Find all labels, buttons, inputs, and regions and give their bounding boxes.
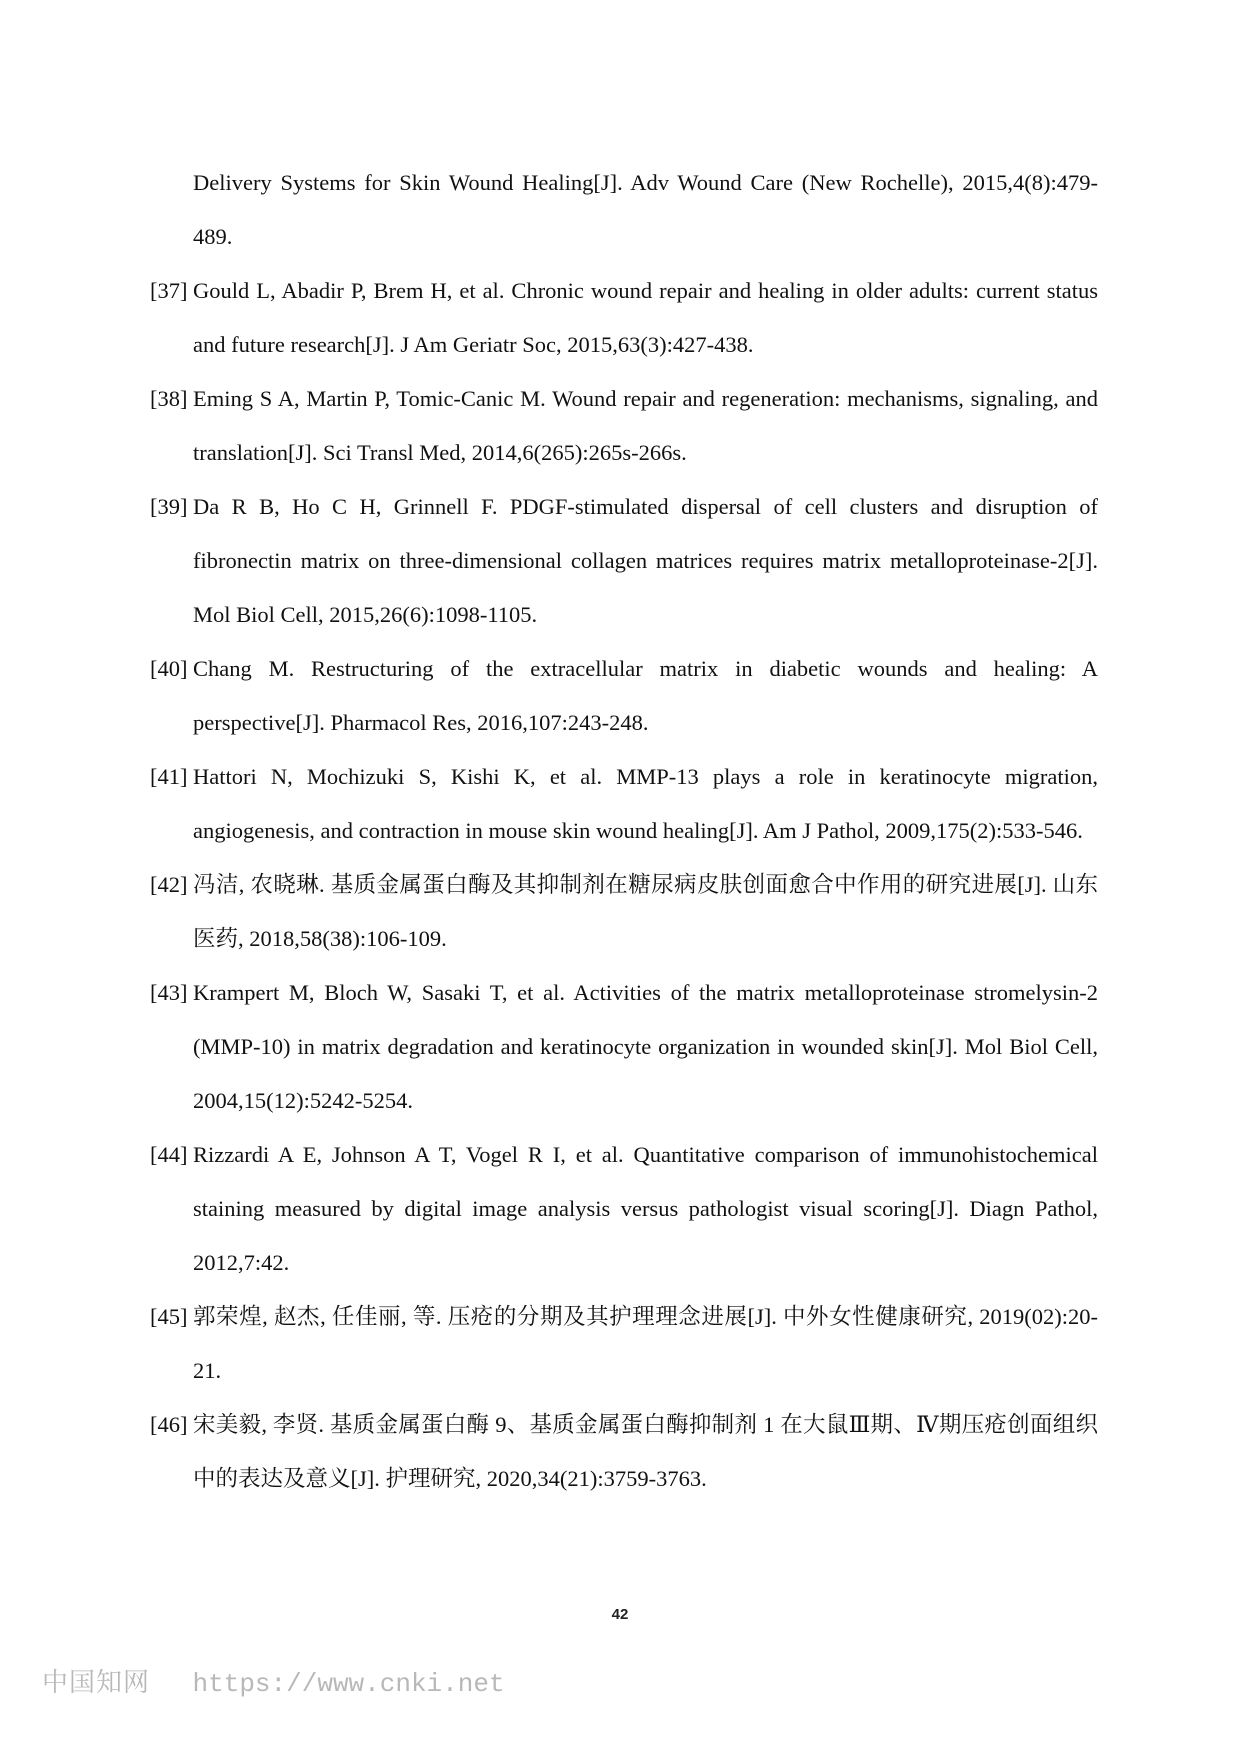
reference-item (150, 966, 1098, 1128)
reference-text: Chang M. Restructuring of the extracellular matrix in diabetic wounds and healing: A perspective[J]. Pharmacol Res, 2016,107:243-248. (193, 656, 1098, 735)
reference-item (150, 858, 1098, 966)
page-number: 42 (611, 1606, 629, 1623)
reference-text: 宋美毅, 李贤. 基质金属蛋白酶 9、基质金属蛋白酶抑制剂 1 在大鼠Ⅲ期、Ⅳ期压疮创面组织中的表达及意义[J]. 护理研究, 2020,34(21):3759-3763. (193, 1412, 1098, 1491)
reference-text: 冯洁, 农晓琳. 基质金属蛋白酶及其抑制剂在糖尿病皮肤创面愈合中作用的研究进展[J]. 山东医药, 2018,58(38):106-109. (193, 872, 1098, 951)
reference-number: [44] (150, 1142, 188, 1167)
reference-text: Eming S A, Martin P, Tomic-Canic M. Wound repair and regeneration: mechanisms, signaling, and translation[J]. Sci Transl Med, 2014,6(265):265s-266s. (193, 386, 1098, 465)
reference-number: [40] (150, 656, 188, 681)
reference-number: [46] (150, 1412, 188, 1437)
reference-item (150, 750, 1098, 858)
reference-number: [37] (150, 278, 188, 303)
reference-item (150, 1290, 1098, 1398)
reference-item (150, 642, 1098, 750)
reference-list (150, 156, 1098, 1506)
reference-item (150, 264, 1098, 372)
reference-text: Gould L, Abadir P, Brem H, et al. Chronic wound repair and healing in older adults: current status and future research[J]. J Am Geriatr Soc, 2015,63(3):427-438. (193, 278, 1098, 357)
reference-number: [42] (150, 872, 188, 897)
reference-number: [43] (150, 980, 188, 1005)
reference-text: Da R B, Ho C H, Grinnell F. PDGF-stimulated dispersal of cell clusters and disruption of fibronectin matrix on three-dimensional collagen matrices requires matrix metalloproteinase-2[J]. Mol Biol Cell, 2015,26(6):1098-1105. (193, 494, 1098, 627)
reference-number: [41] (150, 764, 188, 789)
reference-item (150, 1398, 1098, 1506)
reference-item (150, 480, 1098, 642)
reference-number: [38] (150, 386, 188, 411)
reference-number: [39] (150, 494, 188, 519)
reference-text: Hattori N, Mochizuki S, Kishi K, et al. MMP-13 plays a role in keratinocyte migration, angiogenesis, and contraction in mouse skin wound healing[J]. Am J Pathol, 2009,175(2):533-546. (193, 764, 1098, 843)
reference-continuation: Delivery Systems for Skin Wound Healing[J]. Adv Wound Care (New Rochelle), 2015,4(8):479-489. (193, 170, 1098, 249)
reference-item (150, 1128, 1098, 1290)
reference-text: 郭荣煌, 赵杰, 任佳丽, 等. 压疮的分期及其护理理念进展[J]. 中外女性健康研究, 2019(02):20-21. (193, 1304, 1098, 1383)
reference-item (150, 372, 1098, 480)
watermark-url: https://www.cnki.net (192, 1669, 505, 1699)
reference-number: [45] (150, 1304, 188, 1329)
watermark (42, 1662, 505, 1699)
reference-text: Rizzardi A E, Johnson A T, Vogel R I, et al. Quantitative comparison of immunohistochemical staining measured by digital image analysis versus pathologist visual scoring[J]. Diagn Pathol, 2012,7:42. (193, 1142, 1098, 1275)
reference-text: Krampert M, Bloch W, Sasaki T, et al. Activities of the matrix metalloproteinase stromelysin-2 (MMP-10) in matrix degradation and keratinocyte organization in wounded skin[J]. Mol Biol Cell, 2004,15(12):5242-5254. (193, 980, 1098, 1113)
watermark-site-name: 中国知网 (42, 1668, 151, 1698)
